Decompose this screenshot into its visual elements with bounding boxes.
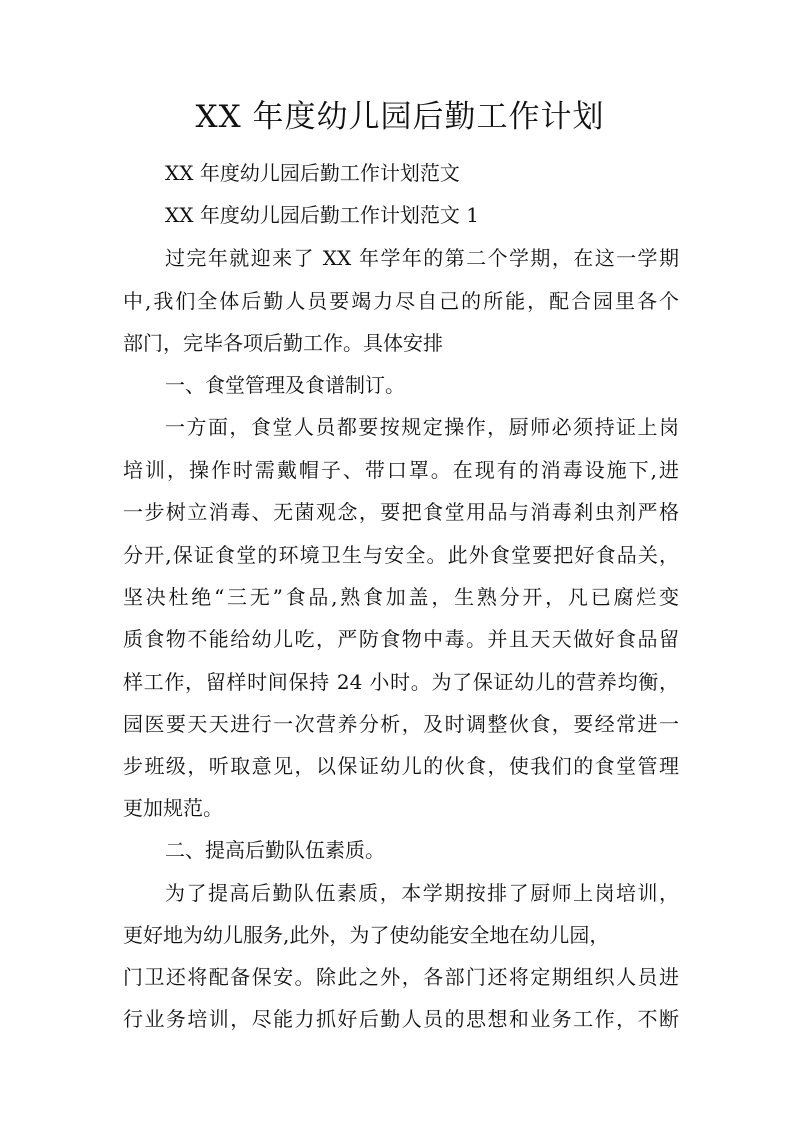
section-heading: 一、食堂管理及食谱制订。	[165, 373, 405, 397]
paragraph-line: 一步树立消毒、无菌观念，要把食堂用品与消毒剎虫剂严格	[123, 500, 679, 524]
subtitle-line: XX 年度幼儿园后勤工作计划范文 1	[165, 203, 479, 227]
paragraph-line: 一方面，食堂人员都要按规定操作，厨师必须持证上岗	[165, 415, 679, 439]
paragraph-line: 过完年就迎来了 XX 年学年的第二个学期，在这一学期	[165, 246, 679, 270]
section-heading: 二、提高后勤队伍素质。	[165, 838, 385, 862]
paragraph-line: 行业务培训，尽能力抓好后勤人员的思想和业务工作，不断	[123, 1007, 679, 1031]
paragraph-line: 部门，完毕各项后勤工作。具体安排	[123, 331, 443, 355]
subtitle-line: XX 年度幼儿园后勤工作计划范文	[165, 161, 460, 185]
paragraph-line: 分开,保证食堂的环境卫生与安全。此外食堂要把好食品关，	[123, 543, 679, 567]
paragraph-line: 园医要天天进行一次营养分析，及时调整伙食，要经常进一	[123, 712, 679, 736]
paragraph-line: 质食物不能给幼儿吃，严防食物中毒。并且天天做好食品留	[123, 627, 679, 651]
paragraph-line: 样工作，留样时间保持 24 小时。为了保证幼儿的营养均衡，	[123, 670, 679, 694]
paragraph-line: 中,我们全体后勤人员要竭力尽自己的所能，配合园里各个	[123, 289, 679, 313]
paragraph-line: 更加规范。	[123, 796, 223, 820]
paragraph-line: 步班级，听取意见，以保证幼儿的伙食，使我们的食堂管理	[123, 754, 679, 778]
paragraph-line: 更好地为幼儿服务,此外，为了使幼能安全地在幼儿园，	[123, 923, 610, 947]
document-title: XX 年度幼儿园后勤工作计划	[195, 99, 605, 135]
paragraph-line: 门卫还将配备保安。除此之外，各部门还将定期组织人员进	[123, 965, 679, 989]
paragraph-line: 坚决杜绝“三无”食品,熟食加盖，生熟分开，凡已腐烂变	[123, 585, 679, 609]
paragraph-line: 培训，操作时需戴帽子、带口罩。在现有的消毒设施下,进	[123, 458, 679, 482]
paragraph-line: 为了提高后勤队伍素质，本学期按排了厨师上岗培训，	[165, 881, 679, 905]
